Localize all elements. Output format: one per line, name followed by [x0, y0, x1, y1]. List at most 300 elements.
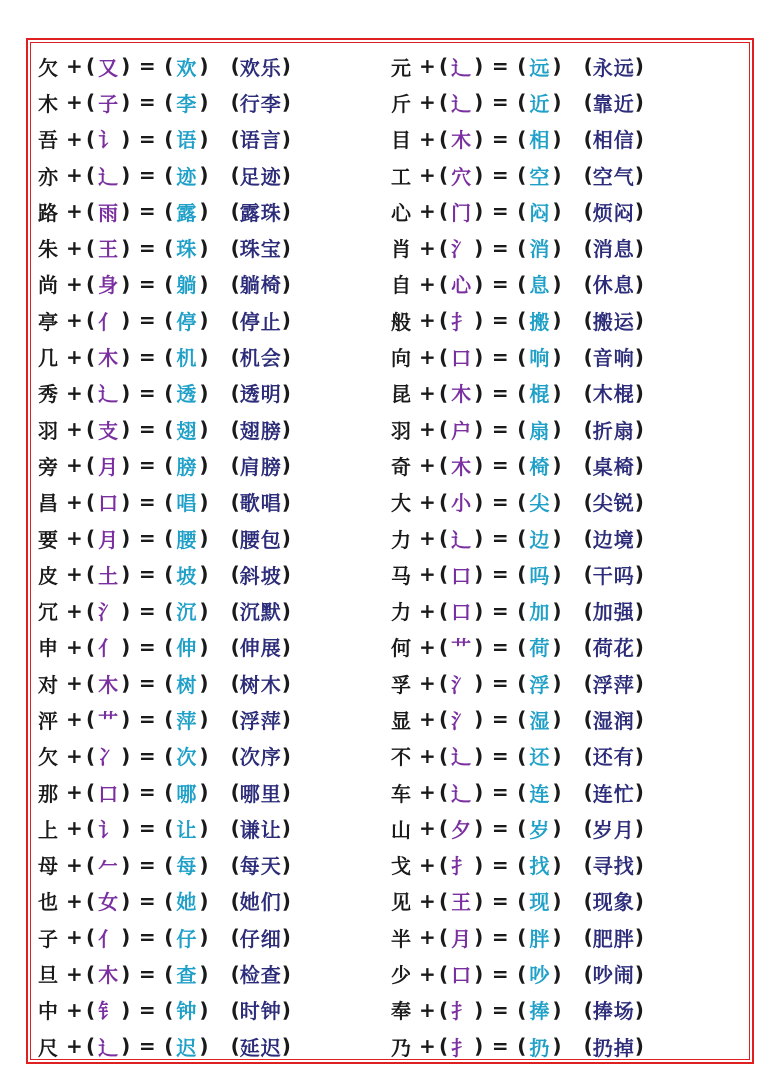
open-paren: ( — [230, 780, 240, 805]
close-paren: ) — [634, 453, 644, 478]
close-paren: ) — [634, 707, 644, 732]
radical-char: 王 — [98, 237, 119, 262]
base-char: 力 — [391, 527, 411, 552]
open-paren: ( — [86, 925, 96, 950]
equals-sign: = — [138, 54, 156, 79]
plus-sign: + — [66, 562, 83, 587]
equals-sign: = — [138, 126, 156, 151]
right-column — [391, 48, 644, 1064]
close-paren: ) — [474, 888, 484, 913]
open-paren: ( — [517, 54, 527, 79]
radical-char: 氵 — [451, 708, 472, 733]
open-paren: ( — [230, 598, 240, 623]
close-paren: ) — [552, 163, 562, 188]
equals-sign: = — [138, 888, 156, 913]
close-paren: ) — [634, 344, 644, 369]
open-paren: ( — [164, 271, 174, 296]
radical-char: 身 — [98, 273, 119, 298]
close-paren: ) — [121, 816, 131, 841]
close-paren: ) — [199, 417, 209, 442]
formula-row — [391, 520, 644, 556]
close-paren: ) — [121, 126, 131, 151]
base-char: 几 — [38, 346, 58, 371]
formula-row — [38, 1028, 291, 1064]
formula-row — [38, 738, 291, 774]
result-char: 躺 — [176, 273, 197, 298]
example-word: 歌唱 — [239, 491, 282, 516]
result-char: 她 — [176, 890, 197, 915]
close-paren: ) — [474, 598, 484, 623]
formula-row — [391, 847, 644, 883]
close-paren: ) — [199, 634, 209, 659]
formula-row — [38, 447, 291, 483]
equals-sign: = — [491, 163, 509, 188]
example-word: 延迟 — [239, 1035, 282, 1060]
result-char: 珠 — [176, 237, 197, 262]
radical-char: 辶 — [98, 1035, 119, 1060]
plus-sign: + — [419, 598, 436, 623]
example-word: 每天 — [239, 854, 282, 879]
close-paren: ) — [634, 235, 644, 260]
example-word: 谦让 — [239, 817, 282, 842]
open-paren: ( — [517, 1034, 527, 1059]
equals-sign: = — [491, 344, 509, 369]
base-char: 力 — [391, 600, 411, 625]
base-char: 车 — [391, 781, 411, 806]
plus-sign: + — [419, 997, 436, 1022]
open-paren: ( — [86, 1034, 96, 1059]
example-word: 尖锐 — [592, 491, 635, 516]
example-word: 翅膀 — [239, 418, 282, 443]
close-paren: ) — [474, 489, 484, 514]
close-paren: ) — [121, 925, 131, 950]
open-paren: ( — [517, 235, 527, 260]
base-char: 显 — [391, 708, 411, 733]
open-paren: ( — [439, 90, 449, 115]
radical-char: 扌 — [451, 999, 472, 1024]
open-paren: ( — [583, 526, 593, 550]
open-paren: ( — [164, 816, 174, 841]
close-paren: ) — [281, 852, 291, 877]
equals-sign: = — [138, 271, 156, 296]
plus-sign: + — [66, 308, 83, 333]
open-paren: ( — [164, 380, 174, 405]
close-paren: ) — [281, 526, 291, 550]
close-paren: ) — [121, 308, 131, 333]
close-paren: ) — [281, 54, 291, 79]
base-char: 泙 — [38, 708, 58, 733]
example-word: 她们 — [239, 890, 282, 915]
base-char: 尺 — [38, 1035, 58, 1060]
open-paren: ( — [439, 126, 449, 151]
open-paren: ( — [583, 126, 593, 151]
example-word: 树木 — [239, 672, 282, 697]
open-paren: ( — [583, 707, 593, 732]
close-paren: ) — [474, 344, 484, 369]
plus-sign: + — [66, 925, 83, 950]
result-char: 膀 — [176, 454, 197, 479]
radical-char: 亻 — [98, 636, 119, 661]
close-paren: ) — [281, 90, 291, 115]
example-word: 足迹 — [239, 164, 282, 189]
open-paren: ( — [86, 888, 96, 913]
result-char: 坡 — [176, 563, 197, 588]
radical-char: 女 — [98, 890, 119, 915]
equals-sign: = — [491, 308, 509, 333]
open-paren: ( — [583, 562, 593, 587]
result-char: 相 — [529, 128, 550, 153]
formula-row — [391, 484, 644, 520]
close-paren: ) — [634, 126, 644, 151]
close-paren: ) — [474, 199, 484, 224]
open-paren: ( — [86, 235, 96, 260]
radical-char: 月 — [98, 454, 119, 479]
radical-char: 口 — [451, 346, 472, 371]
result-char: 尖 — [529, 491, 550, 516]
close-paren: ) — [634, 852, 644, 877]
radical-char: 艹 — [451, 636, 472, 661]
close-paren: ) — [474, 780, 484, 805]
close-paren: ) — [121, 961, 131, 986]
open-paren: ( — [583, 997, 593, 1022]
close-paren: ) — [199, 1034, 209, 1059]
open-paren: ( — [517, 489, 527, 514]
open-paren: ( — [86, 308, 96, 333]
radical-char: 辶 — [451, 527, 472, 552]
formula-row — [391, 992, 644, 1028]
result-char: 停 — [176, 309, 197, 334]
equals-sign: = — [491, 997, 509, 1022]
plus-sign: + — [419, 453, 436, 478]
open-paren: ( — [517, 308, 527, 333]
open-paren: ( — [164, 163, 174, 188]
open-paren: ( — [439, 417, 449, 442]
open-paren: ( — [517, 598, 527, 623]
base-char: 旦 — [38, 963, 58, 988]
close-paren: ) — [121, 997, 131, 1022]
close-paren: ) — [199, 780, 209, 805]
example-word: 靠近 — [592, 91, 635, 116]
plus-sign: + — [66, 888, 83, 913]
base-char: 欠 — [38, 55, 58, 80]
open-paren: ( — [164, 707, 174, 732]
close-paren: ) — [474, 997, 484, 1022]
close-paren: ) — [474, 163, 484, 188]
equals-sign: = — [138, 816, 156, 841]
example-word: 浮萍 — [592, 672, 635, 697]
result-char: 仔 — [176, 926, 197, 951]
example-word: 空气 — [592, 164, 635, 189]
open-paren: ( — [583, 634, 593, 659]
close-paren: ) — [281, 271, 291, 296]
result-char: 哪 — [176, 781, 197, 806]
close-paren: ) — [281, 489, 291, 514]
close-paren: ) — [474, 852, 484, 877]
result-char: 露 — [176, 200, 197, 225]
example-word: 露珠 — [239, 200, 282, 225]
radical-char: 木 — [98, 346, 119, 371]
base-char: 见 — [391, 890, 411, 915]
close-paren: ) — [199, 235, 209, 260]
close-paren: ) — [281, 743, 291, 768]
radical-char: 口 — [451, 563, 472, 588]
plus-sign: + — [66, 816, 83, 841]
result-char: 吵 — [529, 963, 550, 988]
radical-char: 讠 — [98, 128, 119, 153]
result-char: 连 — [529, 781, 550, 806]
open-paren: ( — [164, 90, 174, 115]
open-paren: ( — [230, 634, 240, 659]
result-char: 浮 — [529, 672, 550, 697]
close-paren: ) — [199, 489, 209, 514]
example-word: 荷花 — [592, 636, 635, 661]
formula-row — [38, 810, 291, 846]
formula-row — [391, 302, 644, 338]
open-paren: ( — [164, 634, 174, 659]
close-paren: ) — [474, 925, 484, 950]
plus-sign: + — [419, 634, 436, 659]
radical-char: 门 — [451, 200, 472, 225]
open-paren: ( — [517, 163, 527, 188]
open-paren: ( — [86, 671, 96, 696]
plus-sign: + — [419, 562, 436, 587]
close-paren: ) — [552, 453, 562, 478]
close-paren: ) — [199, 997, 209, 1022]
radical-char: 𠂉 — [98, 854, 119, 879]
close-paren: ) — [281, 344, 291, 369]
example-word: 伸展 — [239, 636, 282, 661]
close-paren: ) — [634, 54, 644, 79]
open-paren: ( — [439, 888, 449, 913]
open-paren: ( — [439, 54, 449, 79]
example-word: 语言 — [239, 128, 282, 153]
equals-sign: = — [491, 634, 509, 659]
equals-sign: = — [491, 199, 509, 224]
open-paren: ( — [583, 199, 593, 224]
radical-char: 氵 — [451, 672, 472, 697]
close-paren: ) — [121, 526, 131, 550]
open-paren: ( — [164, 562, 174, 587]
example-word: 现象 — [592, 890, 635, 915]
formula-row — [38, 556, 291, 592]
formula-row — [391, 48, 644, 84]
base-char: 亦 — [38, 164, 58, 189]
result-char: 腰 — [176, 527, 197, 552]
radical-char: 王 — [451, 890, 472, 915]
close-paren: ) — [281, 925, 291, 950]
close-paren: ) — [634, 489, 644, 514]
open-paren: ( — [230, 1034, 240, 1059]
open-paren: ( — [230, 453, 240, 478]
plus-sign: + — [66, 852, 83, 877]
equals-sign: = — [491, 380, 509, 405]
formula-row — [38, 592, 291, 628]
radical-char: 辶 — [451, 91, 472, 116]
formula-row — [38, 48, 291, 84]
radical-char: 土 — [98, 563, 119, 588]
open-paren: ( — [517, 888, 527, 913]
base-char: 孚 — [391, 672, 411, 697]
equals-sign: = — [491, 888, 509, 913]
open-paren: ( — [86, 380, 96, 405]
open-paren: ( — [439, 925, 449, 950]
open-paren: ( — [517, 562, 527, 587]
close-paren: ) — [474, 634, 484, 659]
formula-row — [38, 992, 291, 1028]
radical-char: 又 — [98, 55, 119, 80]
plus-sign: + — [419, 925, 436, 950]
radical-char: 氵 — [451, 237, 472, 262]
example-word: 连忙 — [592, 781, 635, 806]
close-paren: ) — [474, 1034, 484, 1059]
open-paren: ( — [439, 199, 449, 224]
radical-char: 亻 — [98, 926, 119, 951]
close-paren: ) — [199, 344, 209, 369]
close-paren: ) — [634, 925, 644, 950]
open-paren: ( — [583, 417, 593, 442]
formula-row — [391, 266, 644, 302]
formula-row — [391, 919, 644, 955]
equals-sign: = — [491, 780, 509, 805]
example-word: 次序 — [239, 745, 282, 770]
close-paren: ) — [281, 562, 291, 587]
open-paren: ( — [517, 707, 527, 732]
formula-row — [38, 955, 291, 991]
example-word: 桌椅 — [592, 454, 635, 479]
base-char: 肖 — [391, 237, 411, 262]
result-char: 岁 — [529, 817, 550, 842]
open-paren: ( — [439, 1034, 449, 1059]
close-paren: ) — [121, 634, 131, 659]
result-char: 树 — [176, 672, 197, 697]
plus-sign: + — [419, 707, 436, 732]
close-paren: ) — [199, 925, 209, 950]
close-paren: ) — [121, 489, 131, 514]
open-paren: ( — [86, 199, 96, 224]
open-paren: ( — [86, 489, 96, 514]
open-paren: ( — [230, 743, 240, 768]
close-paren: ) — [281, 598, 291, 623]
open-paren: ( — [164, 743, 174, 768]
formula-row — [38, 375, 291, 411]
close-paren: ) — [199, 163, 209, 188]
open-paren: ( — [230, 271, 240, 296]
base-char: 中 — [38, 999, 58, 1024]
formula-row — [38, 919, 291, 955]
open-paren: ( — [86, 562, 96, 587]
open-paren: ( — [583, 888, 593, 913]
close-paren: ) — [474, 743, 484, 768]
base-char: 昌 — [38, 491, 58, 516]
equals-sign: = — [491, 54, 509, 79]
result-char: 闷 — [529, 200, 550, 225]
open-paren: ( — [439, 380, 449, 405]
close-paren: ) — [474, 54, 484, 79]
formula-row — [391, 883, 644, 919]
close-paren: ) — [121, 598, 131, 623]
plus-sign: + — [419, 163, 436, 188]
close-paren: ) — [634, 163, 644, 188]
formula-row — [38, 411, 291, 447]
plus-sign: + — [419, 308, 436, 333]
equals-sign: = — [138, 598, 156, 623]
close-paren: ) — [199, 671, 209, 696]
radical-char: 户 — [451, 418, 472, 443]
plus-sign: + — [419, 271, 436, 296]
radical-char: 扌 — [451, 854, 472, 879]
plus-sign: + — [419, 380, 436, 405]
equals-sign: = — [491, 417, 509, 442]
example-word: 浮萍 — [239, 708, 282, 733]
open-paren: ( — [517, 997, 527, 1022]
result-char: 近 — [529, 91, 550, 116]
open-paren: ( — [439, 780, 449, 805]
formula-row — [391, 375, 644, 411]
result-char: 还 — [529, 745, 550, 770]
formula-row — [38, 847, 291, 883]
open-paren: ( — [230, 707, 240, 732]
close-paren: ) — [634, 780, 644, 805]
result-char: 胖 — [529, 926, 550, 951]
open-paren: ( — [164, 344, 174, 369]
result-char: 萍 — [176, 708, 197, 733]
plus-sign: + — [419, 90, 436, 115]
close-paren: ) — [552, 780, 562, 805]
result-char: 椅 — [529, 454, 550, 479]
plus-sign: + — [66, 54, 83, 79]
open-paren: ( — [164, 961, 174, 986]
close-paren: ) — [634, 90, 644, 115]
result-char: 空 — [529, 164, 550, 189]
base-char: 羽 — [391, 418, 411, 443]
formula-row — [391, 84, 644, 120]
radical-char: 辶 — [98, 164, 119, 189]
base-char: 朱 — [38, 237, 58, 262]
base-char: 秀 — [38, 382, 58, 407]
open-paren: ( — [86, 54, 96, 79]
formula-row — [38, 520, 291, 556]
close-paren: ) — [474, 271, 484, 296]
equals-sign: = — [138, 417, 156, 442]
open-paren: ( — [86, 743, 96, 768]
example-word: 透明 — [239, 382, 282, 407]
close-paren: ) — [552, 126, 562, 151]
close-paren: ) — [552, 743, 562, 768]
plus-sign: + — [419, 852, 436, 877]
open-paren: ( — [439, 743, 449, 768]
equals-sign: = — [491, 671, 509, 696]
radical-char: 扌 — [451, 1035, 472, 1060]
example-word: 捧场 — [592, 999, 635, 1024]
open-paren: ( — [583, 380, 593, 405]
close-paren: ) — [121, 199, 131, 224]
formula-row — [391, 411, 644, 447]
open-paren: ( — [164, 852, 174, 877]
open-paren: ( — [230, 852, 240, 877]
close-paren: ) — [199, 54, 209, 79]
close-paren: ) — [552, 961, 562, 986]
plus-sign: + — [419, 743, 436, 768]
open-paren: ( — [583, 54, 593, 79]
plus-sign: + — [66, 235, 83, 260]
result-char: 让 — [176, 817, 197, 842]
open-paren: ( — [164, 126, 174, 151]
close-paren: ) — [121, 380, 131, 405]
open-paren: ( — [517, 380, 527, 405]
base-char: 心 — [391, 200, 411, 225]
open-paren: ( — [230, 562, 240, 587]
equals-sign: = — [138, 199, 156, 224]
